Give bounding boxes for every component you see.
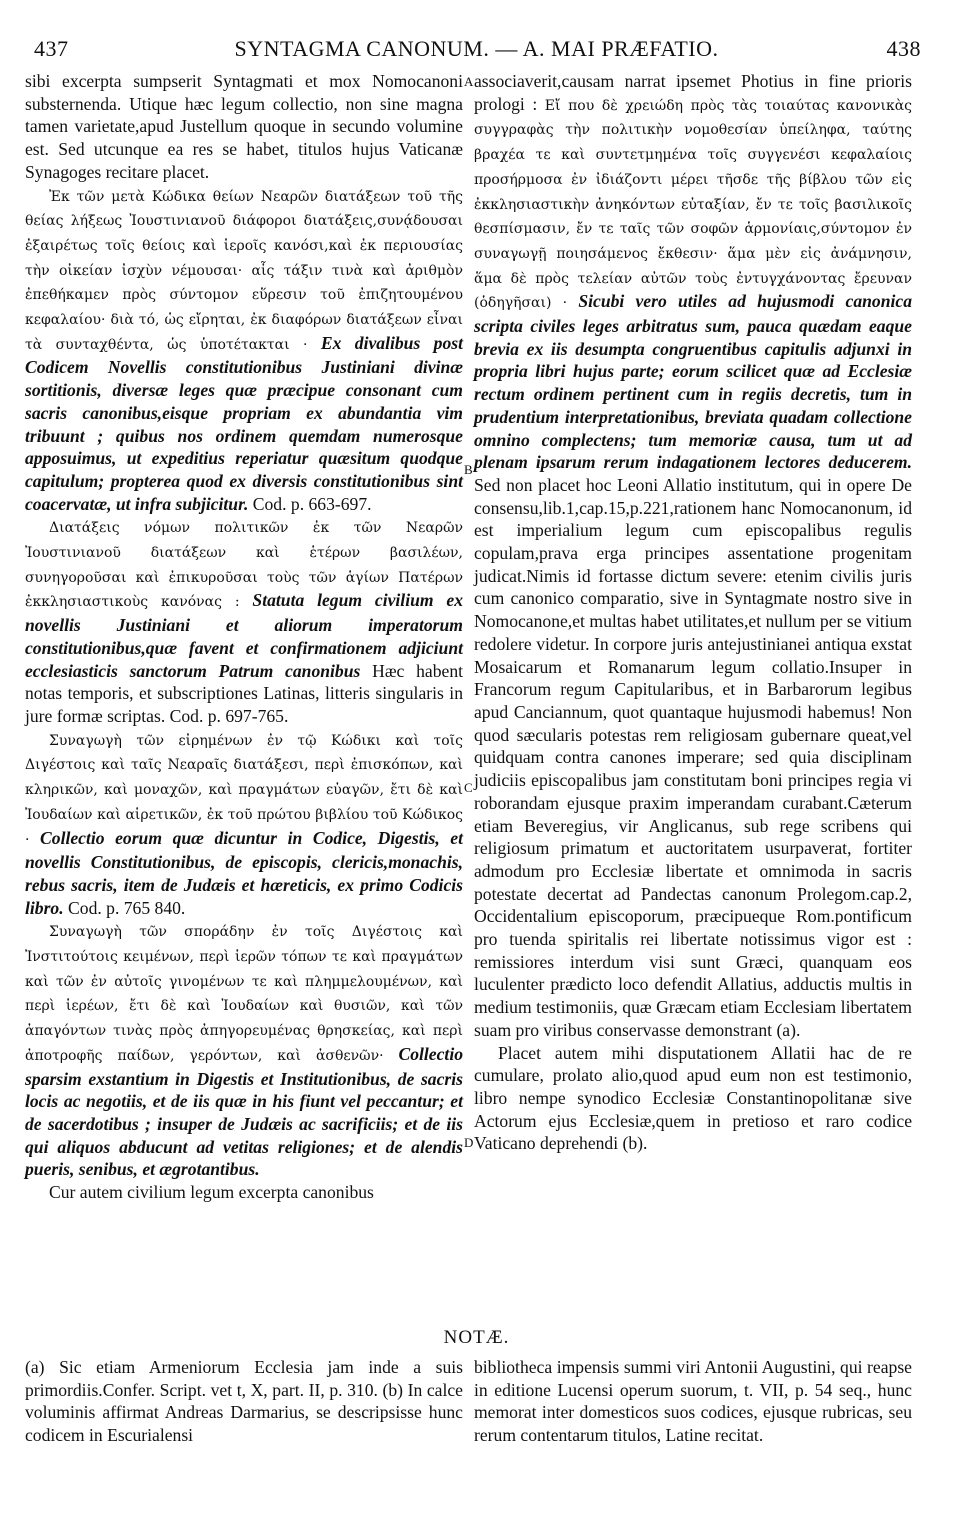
paragraph-tail: Hæc habent notas temporis, et subscriptiones Latinas, litteris singularis in jure formæ scriptas. Cod. p. 697-765. — [25, 660, 464, 726]
left-paragraph-6: Cur autem civilium legum excerpta canonibus — [49, 1182, 374, 1203]
greek-text: Ἐκ τῶν μετὰ Κώδικα θείων Νεαρῶν διατάξεων τοῦ τῆς θείας λήξεως Ἰουστινιανοῦ διάφοροι διατάξεις,συνᾴδουσαι ἐξαιρέτως τοῖς θείοις καὶ ἱεροῖς κανόσι,καὶ ἐκ περιουσίας τὴν οἰκείαν ἰσχὺν νέμουσαι· αἷς τάξιν τινὰ καὶ ἀριθμὸν ἐπεθήκαμεν πρὸς σύντομον εὕρεσιν τοῦ ἐπιζητουμένου κεφαλαίου· διὰ τό, ὡς εἴρηται, ἐκ διαφόρων διατάξεων εἶναι τὰ συνταχθέντα, ὡς ὑποτέτακται · — [25, 188, 463, 353]
footnote-text: bibliotheca impensis summi viri Antonii Augustini, qui reapse in editione Lucensi operum suorum, t. VII, p. 54 seq., hunc memorat inter domesticos suos codices, ejusque rubricas, seu rerum contentarum titulos, Latine recitat. — [474, 1357, 912, 1446]
greek-text: Διατάξεις νόμων πολιτικῶν ἐκ τῶν Νεαρῶν Ἰουστινιανοῦ διατάξεων καὶ ἑτέρων βασιλέων, συνηγοροῦσαι καὶ ἐπικυροῦσαι τοὺς τῶν ἁγίων Πατέρων ἐκκλησιαστικοὺς κανόνας : — [25, 520, 463, 611]
page-header — [24, 36, 929, 66]
right-paragraph-1 — [474, 70, 912, 1042]
greek-text: Εἴ που δὲ χρειώδη πρὸς τὰς τοιαύτας κανονικὰς συγγραφὰς τὴν πολιτικὴν νομοθεσίαν ὑπείληφα, ταύτης βραχέα τε καὶ συντετμημένα τοῖς συγγενέσι κεφαλαίοις προσήρμοσα ἐν ἰδιάζοντι μέρει τῆσδε τῆς βίβλου τῶν εἰς ἐκκλησιαστικὴν ἀνηκόντων εὐταξίαν, ἔν τε τοῖς βασιλικοῖς θεσπίσμασιν, ἔν τε ταῖς τῶν σοφῶν ἁρμονίαις,σύντομον ἐν συναγωγῇ ποιησάμενος ἔκθεσιν· ἅμα μὲν εἰς ἀνάμνησιν, ἅμα δὲ πρὸς τελείαν αὐτῶν τοὺς ἐντυγχάνοντας ἔρευναν (ὁδηγῆσαι) · — [474, 97, 912, 312]
photius-intro: associaverit,causam narrat ipsemet Photius in fine prioris prologi : — [474, 71, 912, 114]
notes-heading: NOTÆ. — [443, 1327, 510, 1348]
left-paragraph-2 — [25, 184, 463, 516]
codex-reference: Cod. p. 663-697. — [252, 493, 372, 514]
margin-marker-a: A — [464, 74, 474, 89]
left-paragraph-4 — [25, 728, 463, 920]
greek-text: Συναγωγὴ τῶν σποράδην ἐν τοῖς Διγέστοις καὶ Ἰνστιτούτοις κειμένων, περὶ ἱερῶν τόπων τε καὶ πραγμάτων καὶ τῶν ἐν αὐτοῖς γινομένων τε καὶ πλημμελουμένων, καὶ περὶ ἱερέων, ἔτι δὲ καὶ Ἰουδαίων καὶ θυσιῶν, καὶ τῶν ἀπαγόντων τινὰς πρὸς ἀπηγορευμένας θρησκείας, καὶ περὶ ἀποτροφῆς παίδων, γερόντων, καὶ ἀσθενῶν· — [25, 924, 463, 1064]
notes-left-column — [25, 1356, 463, 1447]
latin-translation: Collectio sparsim exstantium in Digestis et Institutionibus, de sacris locis ac negotiis, et de iis quæ in his fiunt vel peccantur; et de sacerdotibus ; insuper de Judæis ac sacrificiis; et de iis qui aliquos abducunt ad vetitas religiones; et de alendis pueris, senibus, et ægrotantibus. — [25, 1043, 463, 1180]
margin-marker-b: B — [464, 462, 473, 477]
margin-marker-d: D — [464, 1135, 474, 1150]
page-number-left: 437 — [34, 36, 69, 61]
margin-marker-c: C — [464, 780, 473, 795]
left-paragraph-3 — [25, 515, 463, 727]
right-paragraph-2: Placet autem mihi disputationem Allatii hac de re cumulare, prolato alio,quod apud eum non est testimonio, libro nempe synodico Ecclesiæ Constantinopolitanæ sive Actorum ejus Ecclesiæ,quem in pretioso et raro codice Vaticano deprehendi (b). — [474, 1042, 912, 1154]
page-number-right: 438 — [886, 36, 921, 61]
running-title: SYNTAGMA CANONUM. — A. MAI PRÆFATIO. — [234, 36, 719, 61]
latin-translation: Collectio eorum quæ dicuntur in Codice, Digestis, et novellis Constitutionibus, de episcopis, clericis,monachis, rebus sacris, item de Judæis et hæreticis, ex primo Codicis libro. — [25, 827, 463, 918]
right-column — [474, 70, 912, 1155]
left-paragraph-5 — [25, 919, 463, 1181]
commentary: Sed non placet hoc Leoni Allatio institutum, qui in opere De consensu,lib.1,cap.15,p.221,rationem hanc Nomocanonum, id est imperialium legum cum episcopalibus regulis copulam,prava erga principes assentatione progenitam judicat.Nimis id fortasse dictum severe: etenim civilis juris cum canonico comparatio, sive in Syntagmate nostro sive in Nomocanone,et multas habet utilitates,et nullum per se vitium redolere videtur. In corpore juris antejustinianei antiqua exstat Mosaicarum et Romanarum legum collatio.Insuper in Francorum regum Capitularibus, et in Barbarorum legibus apud Canciannum, quot quantaque hujusmodi habemus! Non quod sæcularis potestas rem religiosam gubernare queat,vel quidquam contra canones imperare; sed quia disciplinam judiciis episcopalibus jam constitutam boni principes regia vi roborandam ejusque praxim imperandam curabant.Cæterum etiam Beveregius, vir Anglicanus, sub rege scribens qui religiosum primatum et auctoritatem usurpaverat, fortiter admodum pro Ecclesiæ libertate et omnimoda in sacris potestate decertat ad Pandectas canonum Prolegom.cap.2, Occidentalium episcoporum, præcipueque Rom.pontificum pro tuenda spiritalis rei libertate notissimus vigor est : remissiores interdum visi sunt Græci, quanquam eos luculenter prædicto loco defendit Allatius, adductis multis in medium testimoniis, quæ Græcam etiam Ecclesiam libertatem suam pro viribus conservasse demonstrant (a). — [474, 474, 912, 1040]
latin-translation: Ex divalibus post Codicem Novellis constitutionibus Justiniani divinæ sortitionis, diversæ leges quæ præcipue consonant cum sacris canonibus,eisque propriam ex abundantia vim tribuunt ; quibus nos ordinem quemdam numerosque apposuimus, ut expeditius reperiatur quæsitum quodque capitulum; propterea quod ex diversis constitutionibus sint coacervatæ, ut infra subjicitur. — [25, 332, 463, 514]
greek-text: Συναγωγὴ τῶν εἰρημένων ἐν τῷ Κώδικι καὶ τοῖς Διγέστοις καὶ ταῖς Νεαραῖς διατάξεσι, περὶ ἐπισκόπων, καὶ κληρικῶν, καὶ μοναχῶν, καὶ πραγμάτων εὐαγῶν, ἔτι δὲ καὶ Ἰουδαίων καὶ αἱρετικῶν, ἐκ τοῦ πρώτου βιβλίου τοῦ Κώδικος · — [25, 732, 463, 848]
left-column — [25, 70, 463, 1204]
codex-reference: Cod. p. 765 840. — [68, 897, 186, 918]
latin-translation: Statuta legum civilium ex novellis Justiniani et aliorum imperatorum constitutionibus,quæ favent et confirmationem adjiciunt ecclesiasticis sanctorum Patrum canonibus — [25, 590, 463, 681]
latin-translation: Sicubi vero utiles ad hujusmodi canonica scripta civiles leges arbitratus sum, pauca quædam eaque brevia ex iis desumpta congruentibus capitulis adjunxi in propria libri hujus parte; eorum scilicet quæ ad Ecclesiæ rectum ordinem pertinent cum in regiis decretis, tum in prudentium interpretationibus, breviata quadam collectione omnino complectens; tum memoriæ causa, tum ut ad plenam ipsarum rerum indagationem lectores deducerem. — [474, 291, 912, 473]
left-paragraph-1: sibi excerpta sumpserit Syntagmati et mox Nomocanoni substernenda. Utique hæc legum collectio, non sine magna tamen varietate,apud Justellum quoque in secundo volumine est. Sed utcunque ea res se habet, titulos hujus Vaticanæ Synagoges recitare placet. — [25, 71, 463, 182]
notes-right-column — [474, 1356, 912, 1447]
footnote-text: (a) Sic etiam Armeniorum Ecclesia jam inde a suis primordiis.Confer. Script. vet t, X, part. II, p. 310. (b) In calce voluminis affirmat Andreas Darmarius, se descripsisse hunc codicem in Escurialensi — [25, 1357, 463, 1446]
